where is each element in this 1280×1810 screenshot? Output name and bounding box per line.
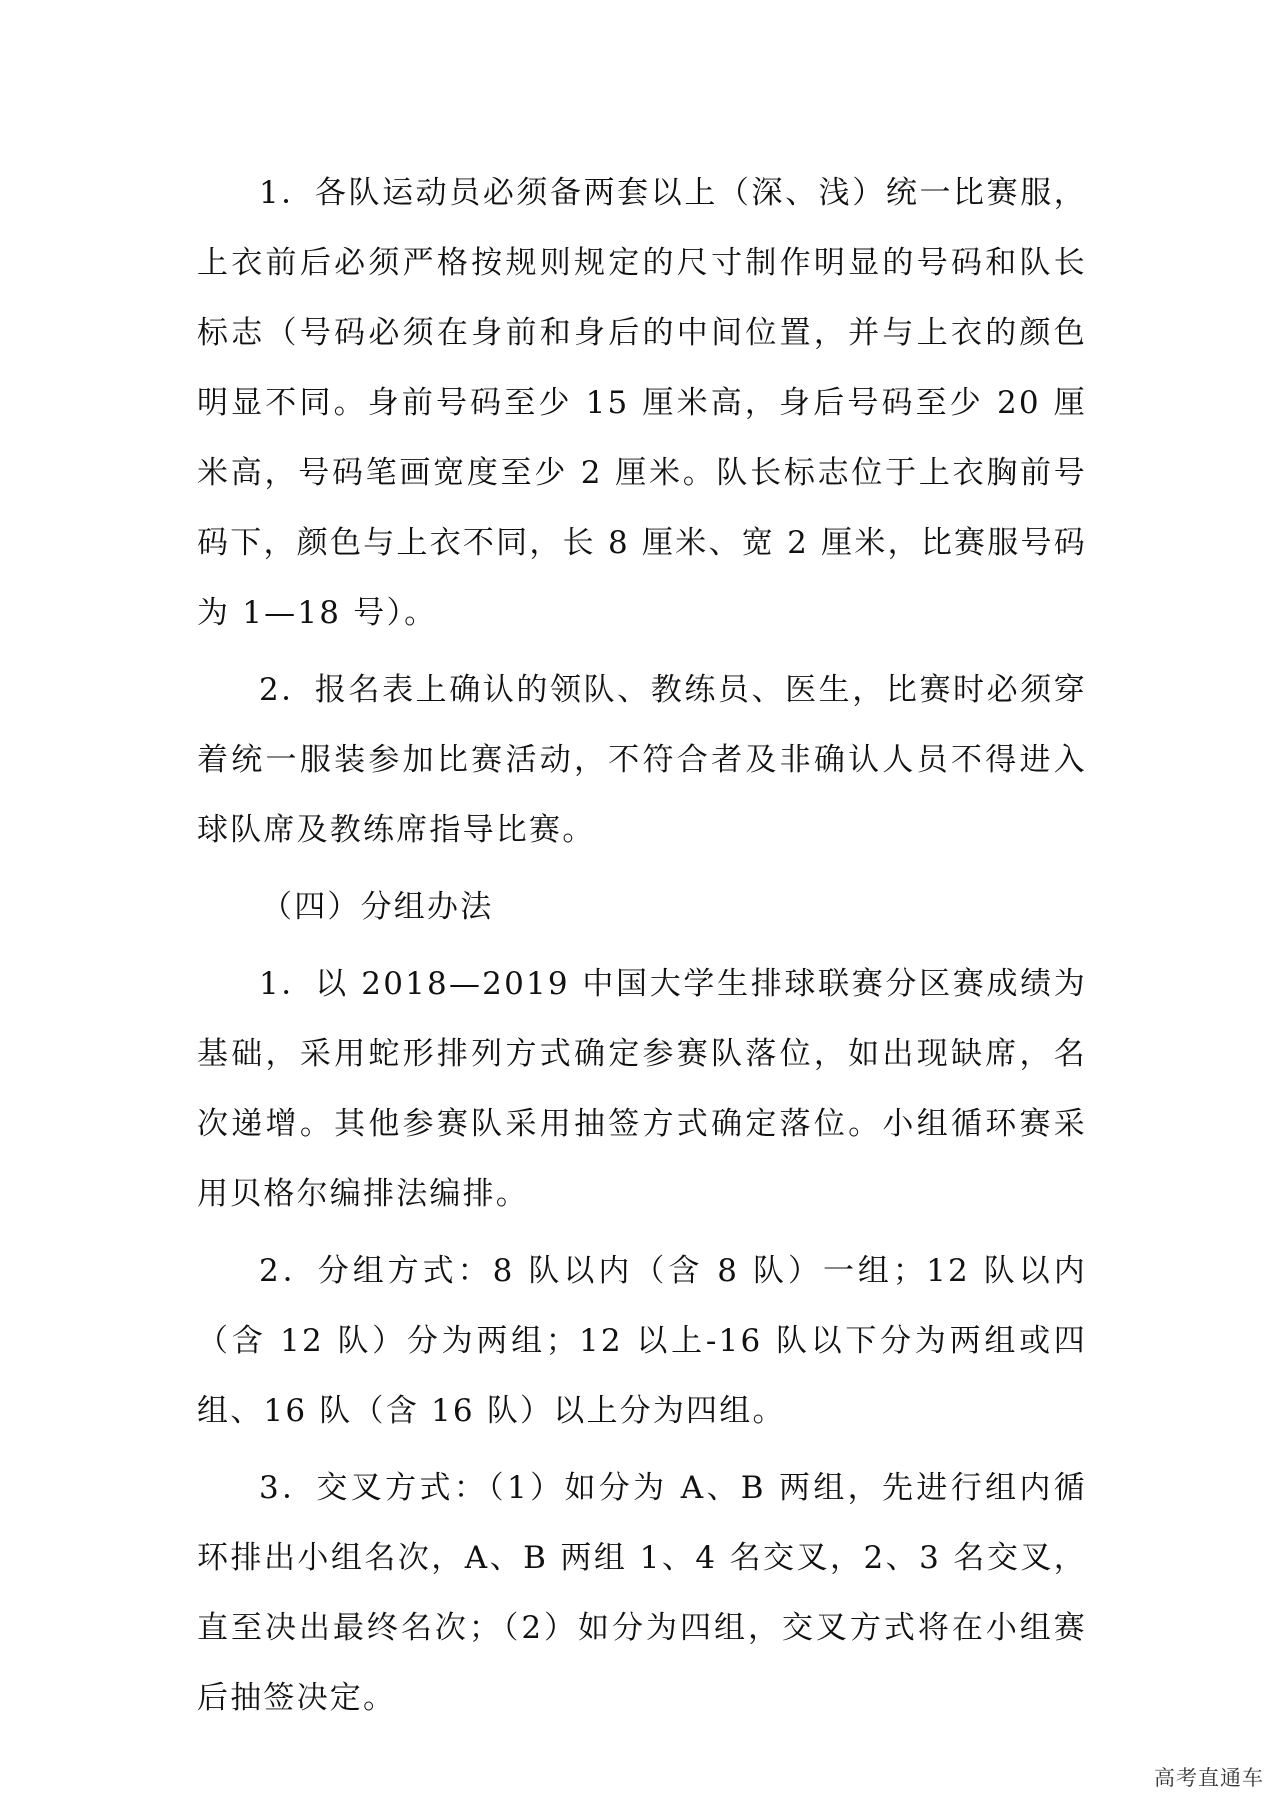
paragraph-uniform-requirements: 1．各队运动员必须备两套以上（深、浅）统一比赛服，上衣前后必须严格按规则规定的尺寸制作明显的号码和队长标志（号码必须在身前和身后的中间位置，并与上衣的颜色明显不同。身前号码至少 15 厘米高，身后号码至少 20 厘米高，号码笔画宽度至少 2 厘米。队长标志位于上衣胸前号码下，颜色与上衣不同，长 8 厘米、宽 2 厘米，比赛服号码为 1—18 号）。 [197, 175, 1087, 631]
paragraph-crossover-method: 3．交叉方式：（1）如分为 A、B 两组，先进行组内循环排出小组名次，A、B 两组 1、4 名交叉，2、3 名交叉，直至决出最终名次；（2）如分为四组，交叉方式将在小组赛后抽签决定。 [197, 1470, 1087, 1716]
paragraph-seeding-method: 1．以 2018—2019 中国大学生排球联赛分区赛成绩为基础，采用蛇形排列方式确定参赛队落位，如出现缺席，名次递增。其他参赛队采用抽签方式确定落位。小组循环赛采用贝格尔编排法编排。 [197, 966, 1087, 1212]
paragraph-staff-attire: 2．报名表上确认的领队、教练员、医生，比赛时必须穿着统一服装参加比赛活动，不符合者及非确认人员不得进入球队席及教练席指导比赛。 [197, 672, 1087, 848]
document-body [197, 158, 1087, 1740]
watermark-text: 高考直通车 [1154, 1766, 1264, 1790]
paragraph-grouping-method: 2．分组方式：8 队以内（含 8 队）一组；12 队以内（含 12 队）分为两组；12 以上-16 队以下分为两组或四组、16 队（含 16 队）以上分为四组。 [197, 1253, 1087, 1429]
section-heading-grouping: （四）分组办法 [261, 889, 494, 925]
